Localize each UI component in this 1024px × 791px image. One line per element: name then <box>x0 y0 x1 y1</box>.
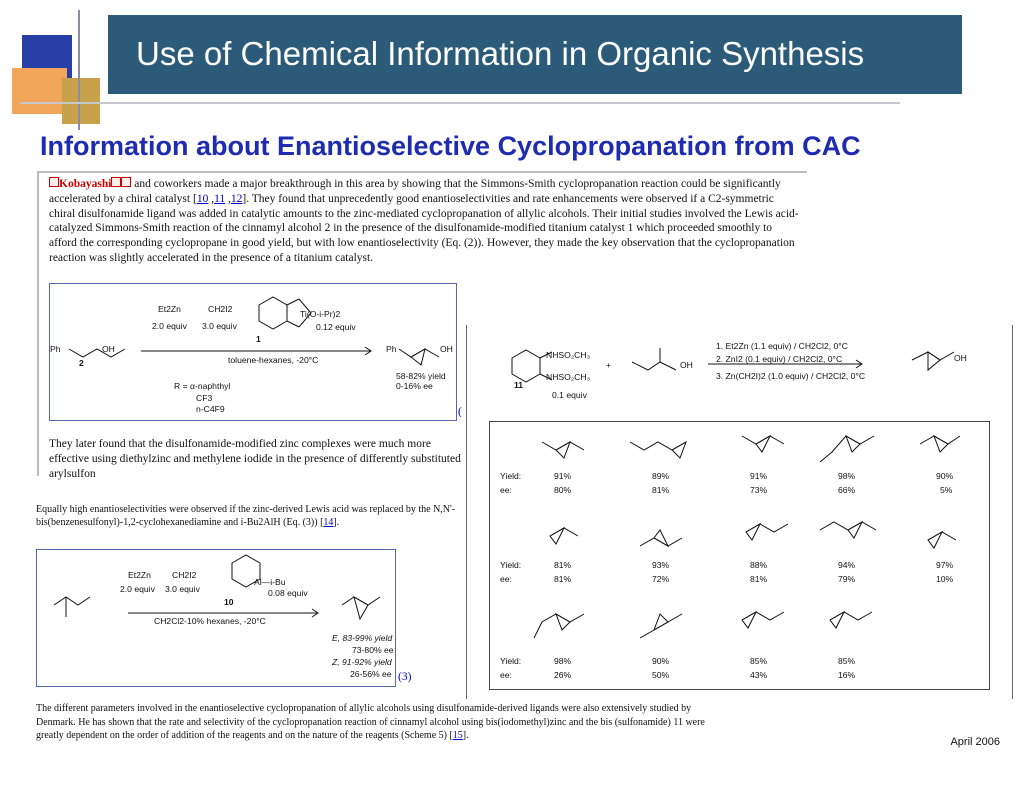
eq3-reagent-1: Et2Zn <box>128 570 151 580</box>
paragraph-3 <box>36 503 466 529</box>
scheme-5-substrate-structures <box>490 422 988 652</box>
ee-value: 10% <box>936 574 954 584</box>
eq2-r-def-1: R = α-naphthyl <box>174 381 231 391</box>
yield-value: 85% <box>838 656 856 666</box>
scheme5-ligand-nhso2-2: NHSO₂CH₃ <box>546 372 591 382</box>
eq2-product-oh: OH <box>440 344 453 354</box>
scheme5-cond-3: 3. Zn(CH2I)2 (1.0 equiv) / CH2Cl2, 0°C <box>716 371 866 381</box>
ee-value: 66% <box>838 485 856 495</box>
scheme-5-frame-left <box>466 325 467 699</box>
ee-value: 80% <box>554 485 572 495</box>
scheme-5-frame-right <box>1012 325 1013 699</box>
eq2-r-def-2: CF3 <box>196 393 213 403</box>
paragraph-2: They later found that the disulfonamide-modified zinc complexes were much more effective using diethylzinc and methylene iodide in the presence of differently substituted arylsulfon <box>49 438 461 480</box>
ref-link-12[interactable]: 12 <box>230 192 243 205</box>
eq3-result-3: Z, 91-92% yield <box>332 657 392 667</box>
ref-link-10[interactable]: 10 <box>196 192 209 205</box>
eq2-ee: 0-16% ee <box>396 381 433 391</box>
eq3-result-4: 26-56% ee <box>350 669 392 679</box>
ee-value: 81% <box>750 574 768 584</box>
ee-value: 81% <box>652 485 670 495</box>
scheme5-oh: OH <box>680 360 693 370</box>
yield-label: Yield: <box>500 656 522 666</box>
yield-value: 85% <box>750 656 768 666</box>
decor-hline <box>20 102 900 104</box>
yield-value: 98% <box>838 471 856 481</box>
eq2-reagent-1: Et2Zn <box>158 304 181 314</box>
yield-label: Yield: <box>500 560 522 570</box>
eq2-reagent-2: CH2I2 <box>208 304 233 314</box>
yield-value: 91% <box>750 471 768 481</box>
eq2-substrate-ph: Ph <box>50 344 61 354</box>
decor-vline <box>78 10 80 130</box>
yield-value: 93% <box>652 560 670 570</box>
ee-value: 79% <box>838 574 856 584</box>
ref-link-14[interactable]: 14 <box>323 517 334 528</box>
eq2-catalyst-ti: Ti(O-i-Pr)2 <box>300 309 341 319</box>
eq2-catalyst-label: 1 <box>256 334 261 344</box>
yield-value: 97% <box>936 560 954 570</box>
scheme5-ligand-nhso2-1: NHSO₂CH₃ <box>546 350 591 360</box>
scheme5-ligand-equiv: 0.1 equiv <box>552 390 587 400</box>
yield-label: Yield: <box>500 471 522 481</box>
ref-link-11[interactable]: 11 <box>214 192 226 205</box>
ee-value: 16% <box>838 670 856 680</box>
scheme5-cond-1: 1. Et2Zn (1.1 equiv) / CH2Cl2, 0°C <box>716 341 848 351</box>
paragraph-1-text-a: and coworkers made a major breakthrough in this area by showing that the Simmons-Smith cyclopropanation reaction could be significantly accelerated by a chiral catalyst [ <box>49 178 781 205</box>
slide-date: April 2006 <box>950 736 1000 748</box>
eq2-product-ph: Ph <box>386 344 397 354</box>
article-excerpt-frame-left <box>37 171 39 476</box>
yield-value: 81% <box>554 560 572 570</box>
eq3-catalyst-al: Al—i-Bu <box>254 577 286 587</box>
eq3-label[interactable]: (3) <box>398 671 412 683</box>
paragraph-4-text: The different parameters involved in the enantioselective cyclopropanation of allylic alcohols using disulfonamide-derived ligands were also extensively studied by Denmark. He has shown that the rate and selectivity of the cyclopropanation reaction of cinnamyl alcohol using bis(iodomethyl)zinc and the bis (sulfonamide) 11 were greatly dependent on the order of addition of the reagents and on the nature of the reagents (Scheme 5) [ <box>36 703 705 741</box>
eq3-solvent: CH2Cl2-10% hexanes, -20°C <box>154 616 266 626</box>
ee-label: ee: <box>500 670 512 680</box>
eq2-substrate-label: 2 <box>79 358 84 368</box>
ref-marker-icon[interactable] <box>111 177 121 187</box>
decor-square-orange <box>12 68 67 114</box>
slide-title: Use of Chemical Information in Organic Synthesis <box>136 35 865 72</box>
ee-value: 5% <box>940 485 953 495</box>
eq2-r-def-3: n-C4F9 <box>196 404 225 414</box>
eq3-equiv-2: 3.0 equiv <box>165 584 200 594</box>
scheme5-ligand-label: 11 <box>514 380 524 390</box>
ref-marker-icon[interactable] <box>121 177 131 187</box>
eq2-equiv-2: 3.0 equiv <box>202 321 237 331</box>
paragraph-4-end: ]. <box>462 730 469 741</box>
eq2-catalyst-equiv: 0.12 equiv <box>316 322 356 332</box>
eq3-result-2: 73-80% ee <box>352 645 394 655</box>
scheme5-cond-2: 2. ZnI2 (0.1 equiv) / CH2Cl2, 0°C <box>716 354 843 364</box>
eq3-result-1: E, 83-99% yield <box>332 633 393 643</box>
eq3-equiv-1: 2.0 equiv <box>120 584 155 594</box>
eq2-equiv-1: 2.0 equiv <box>152 321 187 331</box>
decor-square-yellow <box>62 78 100 124</box>
eq2-yield: 58-82% yield <box>396 371 446 381</box>
ee-value: 43% <box>750 670 768 680</box>
paragraph-3-text: Equally high enantioselectivities were observed if the zinc-derived Lewis acid was replaced by the N,N'-bis(benzenesulfonyl)-1,2-cyclohexanediamine and i-Bu2AlH (Eq. (3)) [ <box>36 504 456 528</box>
yield-value: 91% <box>554 471 572 481</box>
yield-value: 94% <box>838 560 856 570</box>
paragraph-1: Kobayashi and coworkers made a major breakthrough in this area by showing that the Simmons-Smith cyclopropanation reaction could be significantly accelerated by a chiral catalyst [10 ,11 ,12]. They found that unprecedently good enantioselectivities and rate enhancements were observed if a C2-symmetric chiral disulfonamide ligand was added in catalytic amounts to the zinc-mediated cyclopropanation of allylic alcohols. Their initial studies involved the Lewis acid-catalyzed Simmons-Smith reaction of the cinnamyl alcohol 2 in the presence of the disulfonamide-modified titanium catalyst 1 which proceeded smoothly to afford the corresponding cyclopropane in good yield, but with low enantioselectivity (Eq. (2)). However, they made the key observation that the cyclopropanation reaction was slightly accelerated in the presence of a titanium catalyst. <box>49 178 799 264</box>
ee-label: ee: <box>500 574 512 584</box>
yield-value: 98% <box>554 656 572 666</box>
ee-value: 72% <box>652 574 670 584</box>
yield-value: 88% <box>750 560 768 570</box>
ee-value: 81% <box>554 574 572 584</box>
eq3-catalyst-label: 10 <box>224 597 234 607</box>
ee-value: 50% <box>652 670 670 680</box>
paragraph-3-end: ]. <box>333 517 340 528</box>
ref-marker-icon[interactable] <box>49 177 59 187</box>
yield-value: 90% <box>652 656 670 666</box>
eq3-reagent-2: CH2I2 <box>172 570 197 580</box>
scheme5-plus: + <box>606 360 612 370</box>
ee-value: 73% <box>750 485 768 495</box>
eq2-substrate-oh: OH <box>102 344 115 354</box>
article-excerpt-frame <box>37 171 807 173</box>
ref-link-15[interactable]: 15 <box>452 730 463 741</box>
paragraph-1-text-b: ]. They found that unprecedently good enantioselectivities and rate enhancements were observed if a C2-symmetric chiral disulfonamide ligand was added in catalytic amounts to the zinc-mediated cyclopropanation of allylic alcohols. Their initial studies involved the Lewis acid-catalyzed Simmons-Smith reaction of the cinnamyl alcohol 2 in the presence of the disulfonamide-modified titanium catalyst 1 which proceeded smoothly to afford the corresponding cyclopropane in good yield, but with low enantioselectivity (Eq. (2)). However, they made the key observation that the cyclopropanation reaction was slightly accelerated in the presence of a titanium catalyst. <box>49 192 799 264</box>
eq2-solvent: toluene-hexanes, -20°C <box>228 355 319 365</box>
eq2-label[interactable]: ( <box>458 406 462 418</box>
eq3-catalyst-equiv: 0.08 equiv <box>268 588 308 598</box>
yield-value: 90% <box>936 471 954 481</box>
yield-value: 89% <box>652 471 670 481</box>
ee-value: 26% <box>554 670 572 680</box>
scheme5-product-oh: OH <box>954 353 967 363</box>
ee-label: ee: <box>500 485 512 495</box>
author-link[interactable]: Kobayashi <box>59 178 112 190</box>
paragraph-4 <box>36 702 716 743</box>
slide-subtitle: Information about Enantioselective Cyclopropanation from CAC <box>40 131 861 161</box>
